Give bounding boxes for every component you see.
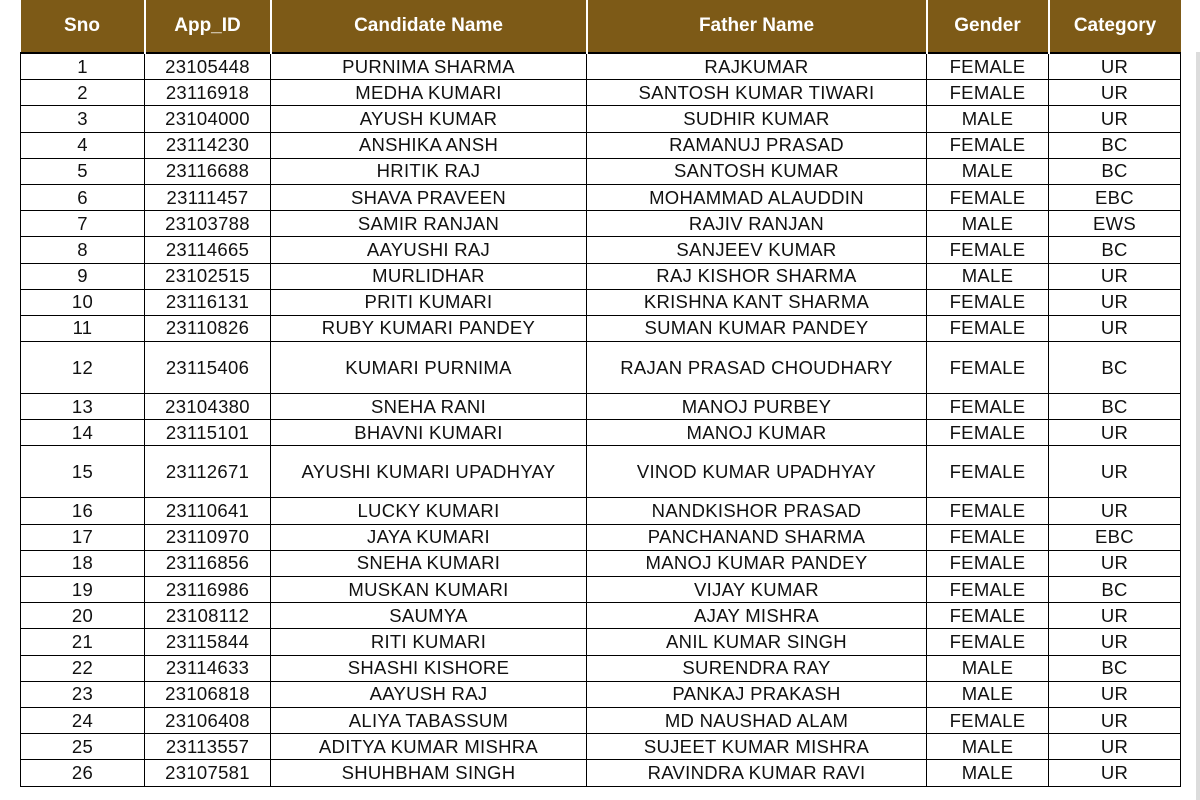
cell-app-id: 23102515	[145, 263, 271, 289]
cell-category: UR	[1049, 734, 1181, 760]
cell-gender: FEMALE	[927, 550, 1049, 576]
cell-app-id: 23110970	[145, 524, 271, 550]
cell-candidate-name: SAUMYA	[271, 603, 587, 629]
cell-gender: FEMALE	[927, 420, 1049, 446]
cell-app-id: 23114633	[145, 655, 271, 681]
cell-category: UR	[1049, 550, 1181, 576]
cell-father-name: RAJIV RANJAN	[587, 211, 927, 237]
cell-father-name: SURENDRA RAY	[587, 655, 927, 681]
cell-father-name: NANDKISHOR PRASAD	[587, 498, 927, 524]
cell-candidate-name: LUCKY KUMARI	[271, 498, 587, 524]
cell-father-name: KRISHNA KANT SHARMA	[587, 289, 927, 315]
cell-father-name: MOHAMMAD ALAUDDIN	[587, 184, 927, 210]
cell-sno: 10	[21, 289, 145, 315]
cell-sno: 9	[21, 263, 145, 289]
cell-father-name: SANTOSH KUMAR	[587, 158, 927, 184]
table-row	[21, 53, 1181, 80]
cell-gender: MALE	[927, 681, 1049, 707]
cell-app-id: 23105448	[145, 53, 271, 80]
cell-category: UR	[1049, 53, 1181, 80]
cell-app-id: 23115844	[145, 629, 271, 655]
cell-gender: FEMALE	[927, 315, 1049, 341]
table-row	[21, 80, 1181, 106]
table-row	[21, 237, 1181, 263]
cell-category: EBC	[1049, 524, 1181, 550]
cell-candidate-name: RITI KUMARI	[271, 629, 587, 655]
cell-father-name: MANOJ KUMAR	[587, 420, 927, 446]
cell-father-name: SANTOSH KUMAR TIWARI	[587, 80, 927, 106]
cell-gender: FEMALE	[927, 237, 1049, 263]
cell-candidate-name: SHASHI KISHORE	[271, 655, 587, 681]
cell-gender: FEMALE	[927, 184, 1049, 210]
cell-sno: 18	[21, 550, 145, 576]
cell-gender: FEMALE	[927, 80, 1049, 106]
table-row	[21, 498, 1181, 524]
cell-gender: FEMALE	[927, 53, 1049, 80]
cell-app-id: 23110641	[145, 498, 271, 524]
cell-sno: 3	[21, 106, 145, 132]
cell-candidate-name: AYUSH KUMAR	[271, 106, 587, 132]
column-header-sno: Sno	[21, 0, 145, 53]
cell-sno: 2	[21, 80, 145, 106]
cell-candidate-name: ANSHIKA ANSH	[271, 132, 587, 158]
cell-gender: FEMALE	[927, 132, 1049, 158]
cell-candidate-name: SAMIR RANJAN	[271, 211, 587, 237]
cell-father-name: RAJKUMAR	[587, 53, 927, 80]
cell-father-name: MD NAUSHAD ALAM	[587, 707, 927, 733]
cell-candidate-name: PRITI KUMARI	[271, 289, 587, 315]
cell-candidate-name: AYUSHI KUMARI UPADHYAY	[271, 446, 587, 498]
cell-app-id: 23104000	[145, 106, 271, 132]
cell-sno: 4	[21, 132, 145, 158]
cell-gender: FEMALE	[927, 342, 1049, 394]
table-row	[21, 158, 1181, 184]
table-right-edge	[1196, 52, 1200, 800]
table-row	[21, 420, 1181, 446]
cell-candidate-name: MEDHA KUMARI	[271, 80, 587, 106]
cell-father-name: RAJ KISHOR SHARMA	[587, 263, 927, 289]
cell-app-id: 23116986	[145, 577, 271, 603]
candidate-table	[20, 0, 1181, 787]
table-row	[21, 524, 1181, 550]
cell-app-id: 23106818	[145, 681, 271, 707]
cell-app-id: 23108112	[145, 603, 271, 629]
cell-category: UR	[1049, 498, 1181, 524]
table-row	[21, 132, 1181, 158]
cell-app-id: 23116918	[145, 80, 271, 106]
cell-category: UR	[1049, 80, 1181, 106]
cell-candidate-name: SNEHA KUMARI	[271, 550, 587, 576]
cell-gender: FEMALE	[927, 289, 1049, 315]
cell-app-id: 23103788	[145, 211, 271, 237]
cell-gender: FEMALE	[927, 707, 1049, 733]
cell-gender: FEMALE	[927, 603, 1049, 629]
cell-father-name: PANKAJ PRAKASH	[587, 681, 927, 707]
cell-gender: MALE	[927, 760, 1049, 786]
table-row	[21, 342, 1181, 394]
cell-candidate-name: ALIYA TABASSUM	[271, 707, 587, 733]
cell-app-id: 23106408	[145, 707, 271, 733]
cell-app-id: 23116688	[145, 158, 271, 184]
cell-category: UR	[1049, 446, 1181, 498]
table-row	[21, 760, 1181, 786]
cell-gender: FEMALE	[927, 446, 1049, 498]
cell-app-id: 23115101	[145, 420, 271, 446]
cell-father-name: MANOJ PURBEY	[587, 394, 927, 420]
table-row	[21, 603, 1181, 629]
cell-category: UR	[1049, 289, 1181, 315]
cell-candidate-name: RUBY KUMARI PANDEY	[271, 315, 587, 341]
cell-sno: 6	[21, 184, 145, 210]
cell-candidate-name: HRITIK RAJ	[271, 158, 587, 184]
cell-father-name: AJAY MISHRA	[587, 603, 927, 629]
column-header-gender: Gender	[927, 0, 1049, 53]
cell-category: UR	[1049, 106, 1181, 132]
cell-app-id: 23107581	[145, 760, 271, 786]
cell-sno: 22	[21, 655, 145, 681]
cell-app-id: 23104380	[145, 394, 271, 420]
cell-category: BC	[1049, 394, 1181, 420]
table-row	[21, 289, 1181, 315]
cell-category: UR	[1049, 420, 1181, 446]
table-header	[21, 0, 1181, 53]
cell-candidate-name: ADITYA KUMAR MISHRA	[271, 734, 587, 760]
cell-father-name: MANOJ KUMAR PANDEY	[587, 550, 927, 576]
column-header-app-id: App_ID	[145, 0, 271, 53]
cell-app-id: 23114665	[145, 237, 271, 263]
cell-category: BC	[1049, 577, 1181, 603]
cell-app-id: 23113557	[145, 734, 271, 760]
table-row	[21, 211, 1181, 237]
table-row	[21, 315, 1181, 341]
cell-father-name: VINOD KUMAR UPADHYAY	[587, 446, 927, 498]
cell-category: UR	[1049, 707, 1181, 733]
cell-app-id: 23112671	[145, 446, 271, 498]
cell-father-name: RAJAN PRASAD CHOUDHARY	[587, 342, 927, 394]
cell-father-name: VIJAY KUMAR	[587, 577, 927, 603]
cell-category: UR	[1049, 263, 1181, 289]
cell-candidate-name: PURNIMA SHARMA	[271, 53, 587, 80]
cell-candidate-name: SNEHA RANI	[271, 394, 587, 420]
cell-category: EWS	[1049, 211, 1181, 237]
cell-category: UR	[1049, 315, 1181, 341]
cell-candidate-name: SHAVA PRAVEEN	[271, 184, 587, 210]
cell-father-name: ANIL KUMAR SINGH	[587, 629, 927, 655]
cell-sno: 24	[21, 707, 145, 733]
cell-candidate-name: MURLIDHAR	[271, 263, 587, 289]
cell-gender: FEMALE	[927, 524, 1049, 550]
table-row	[21, 707, 1181, 733]
cell-candidate-name: KUMARI PURNIMA	[271, 342, 587, 394]
cell-gender: FEMALE	[927, 629, 1049, 655]
cell-sno: 5	[21, 158, 145, 184]
cell-category: UR	[1049, 760, 1181, 786]
cell-sno: 11	[21, 315, 145, 341]
table-row	[21, 681, 1181, 707]
cell-gender: FEMALE	[927, 498, 1049, 524]
cell-sno: 20	[21, 603, 145, 629]
cell-sno: 16	[21, 498, 145, 524]
cell-category: BC	[1049, 158, 1181, 184]
cell-sno: 14	[21, 420, 145, 446]
cell-sno: 19	[21, 577, 145, 603]
column-header-father-name: Father Name	[587, 0, 927, 53]
cell-gender: MALE	[927, 211, 1049, 237]
table-row	[21, 629, 1181, 655]
cell-app-id: 23110826	[145, 315, 271, 341]
cell-father-name: PANCHANAND SHARMA	[587, 524, 927, 550]
cell-sno: 23	[21, 681, 145, 707]
cell-father-name: RAVINDRA KUMAR RAVI	[587, 760, 927, 786]
table-body	[21, 53, 1181, 786]
table-row	[21, 655, 1181, 681]
cell-sno: 17	[21, 524, 145, 550]
table-row	[21, 184, 1181, 210]
header-row	[21, 0, 1181, 53]
cell-father-name: SUMAN KUMAR PANDEY	[587, 315, 927, 341]
table-row	[21, 106, 1181, 132]
cell-gender: MALE	[927, 158, 1049, 184]
cell-category: EBC	[1049, 184, 1181, 210]
cell-app-id: 23116131	[145, 289, 271, 315]
cell-sno: 25	[21, 734, 145, 760]
table-row	[21, 263, 1181, 289]
table-row	[21, 446, 1181, 498]
cell-category: BC	[1049, 237, 1181, 263]
cell-sno: 12	[21, 342, 145, 394]
table-row	[21, 550, 1181, 576]
cell-sno: 26	[21, 760, 145, 786]
cell-gender: FEMALE	[927, 394, 1049, 420]
column-header-candidate-name: Candidate Name	[271, 0, 587, 53]
cell-father-name: RAMANUJ PRASAD	[587, 132, 927, 158]
cell-category: UR	[1049, 629, 1181, 655]
cell-candidate-name: SHUHBHAM SINGH	[271, 760, 587, 786]
cell-candidate-name: BHAVNI KUMARI	[271, 420, 587, 446]
cell-gender: FEMALE	[927, 577, 1049, 603]
cell-category: BC	[1049, 655, 1181, 681]
cell-category: BC	[1049, 342, 1181, 394]
candidate-list-sheet	[20, 0, 1200, 800]
cell-sno: 21	[21, 629, 145, 655]
cell-gender: MALE	[927, 263, 1049, 289]
column-header-category: Category	[1049, 0, 1181, 53]
cell-sno: 7	[21, 211, 145, 237]
cell-candidate-name: MUSKAN KUMARI	[271, 577, 587, 603]
cell-app-id: 23114230	[145, 132, 271, 158]
cell-sno: 1	[21, 53, 145, 80]
cell-sno: 13	[21, 394, 145, 420]
cell-gender: MALE	[927, 655, 1049, 681]
cell-sno: 8	[21, 237, 145, 263]
cell-app-id: 23116856	[145, 550, 271, 576]
cell-father-name: SANJEEV KUMAR	[587, 237, 927, 263]
table-row	[21, 577, 1181, 603]
cell-gender: MALE	[927, 734, 1049, 760]
cell-father-name: SUJEET KUMAR MISHRA	[587, 734, 927, 760]
cell-candidate-name: JAYA KUMARI	[271, 524, 587, 550]
cell-gender: MALE	[927, 106, 1049, 132]
cell-sno: 15	[21, 446, 145, 498]
cell-father-name: SUDHIR KUMAR	[587, 106, 927, 132]
table-row	[21, 394, 1181, 420]
cell-candidate-name: AAYUSHI RAJ	[271, 237, 587, 263]
cell-app-id: 23115406	[145, 342, 271, 394]
cell-app-id: 23111457	[145, 184, 271, 210]
cell-candidate-name: AAYUSH RAJ	[271, 681, 587, 707]
cell-category: UR	[1049, 603, 1181, 629]
cell-category: BC	[1049, 132, 1181, 158]
table-row	[21, 734, 1181, 760]
cell-category: UR	[1049, 681, 1181, 707]
